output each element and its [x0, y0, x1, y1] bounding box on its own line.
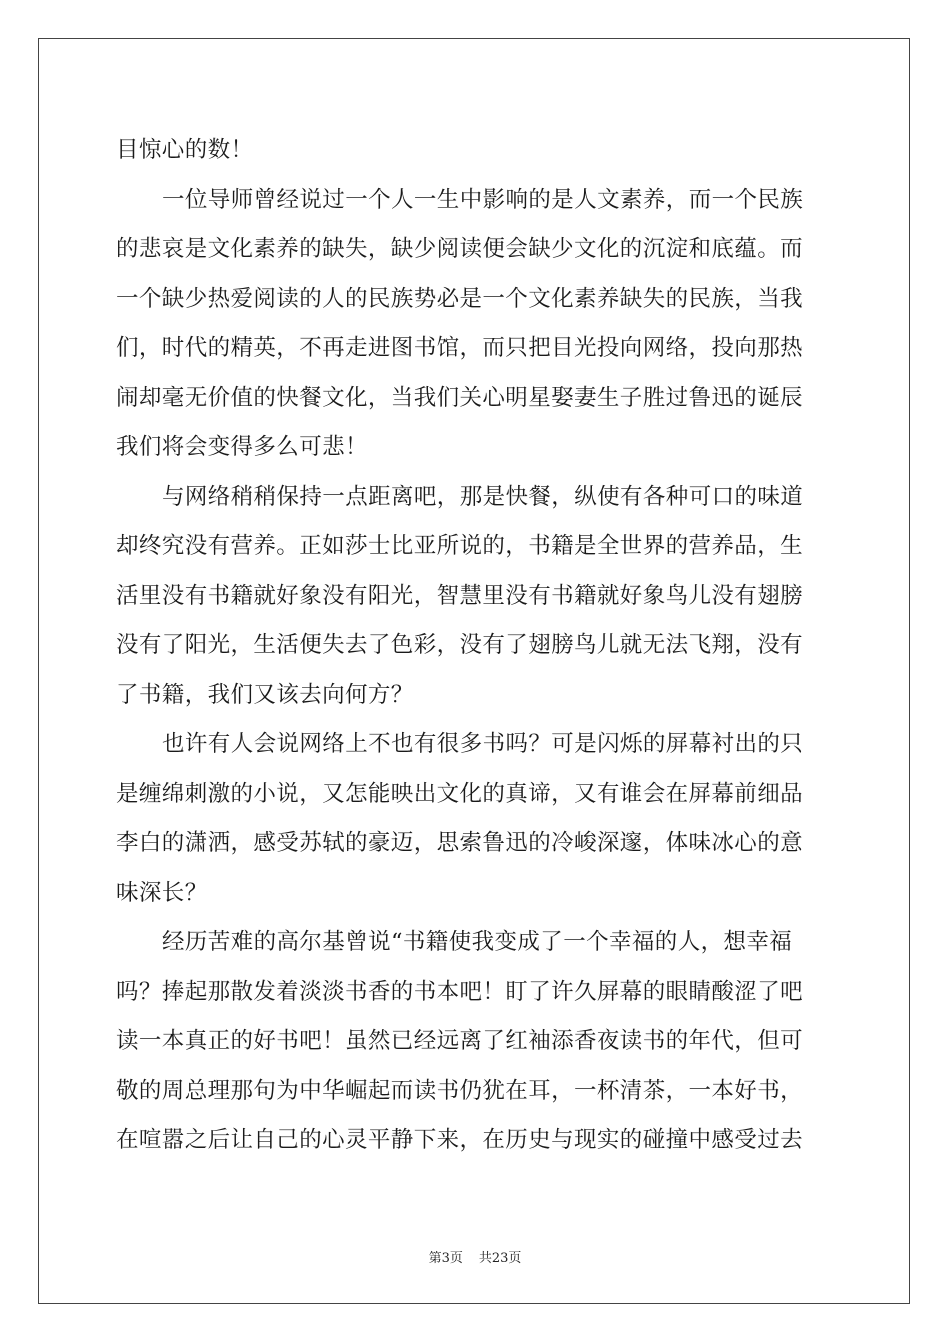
text-line: 敬的周总理那句为中华崛起而读书仍犹在耳，一杯清茶，一本好书，	[116, 1077, 804, 1104]
text-line: 读一本真正的好书吧！虽然已经远离了红袖添香夜读书的年代，但可	[116, 1028, 804, 1054]
text-line: 们，时代的精英，不再走进图书馆，而只把目光投向网络，投向那热	[116, 335, 804, 361]
text-line: 一位导师曾经说过一个人一生中影响的是人文素养，而一个民族	[162, 186, 804, 213]
text-line: 活里没有书籍就好象没有阳光，智慧里没有书籍就好象鸟儿没有翅膀	[116, 582, 804, 609]
page-total: 共23页	[478, 1251, 522, 1266]
text-line: 与网络稍稍保持一点距离吧，那是快餐，纵使有各种可口的味道	[162, 483, 804, 510]
text-line: 的悲哀是文化素养的缺失，缺少阅读便会缺少文化的沉淀和底蕴。而	[116, 236, 804, 262]
text-line: 却终究没有营养。正如莎士比亚所说的，书籍是全世界的营养品，生	[116, 533, 804, 559]
text-line: 经历苦难的高尔基曾说“书籍使我变成了一个幸福的人，想幸福	[162, 929, 793, 955]
text-line: 闹却毫无价值的快餐文化，当我们关心明星娶妻生子胜过鲁迅的诞辰	[116, 384, 804, 411]
text-line: 也许有人会说网络上不也有很多书吗？可是闪烁的屏幕衬出的只	[162, 731, 804, 757]
text-line: 我们将会变得多么可悲！	[116, 434, 368, 460]
document-body	[116, 126, 836, 1166]
text-line: 目惊心的数！	[116, 137, 254, 163]
text-line: 吗？捧起那散发着淡淡书香的书本吧！盯了许久屏幕的眼睛酸涩了吧	[116, 978, 804, 1005]
text-line: 了书籍，我们又该去向何方？	[116, 681, 414, 708]
text-line: 李白的潇洒，感受苏轼的豪迈，思索鲁迅的冷峻深邃，体味冰心的意	[116, 830, 804, 856]
text-line: 一个缺少热爱阅读的人的民族势必是一个文化素养缺失的民族，当我	[116, 285, 804, 312]
text-line: 味深长？	[116, 879, 208, 906]
text-line: 没有了阳光，生活便失去了色彩，没有了翅膀鸟儿就无法飞翔，没有	[116, 632, 804, 658]
page-number: 第3页	[428, 1251, 463, 1266]
text-line: 是缠绵刺激的小说，又怎能映出文化的真谛，又有谁会在屏幕前细品	[116, 780, 804, 807]
text-line: 在喧嚣之后让自己的心灵平静下来，在历史与现实的碰撞中感受过去	[116, 1127, 804, 1153]
page-footer	[0, 1247, 950, 1266]
